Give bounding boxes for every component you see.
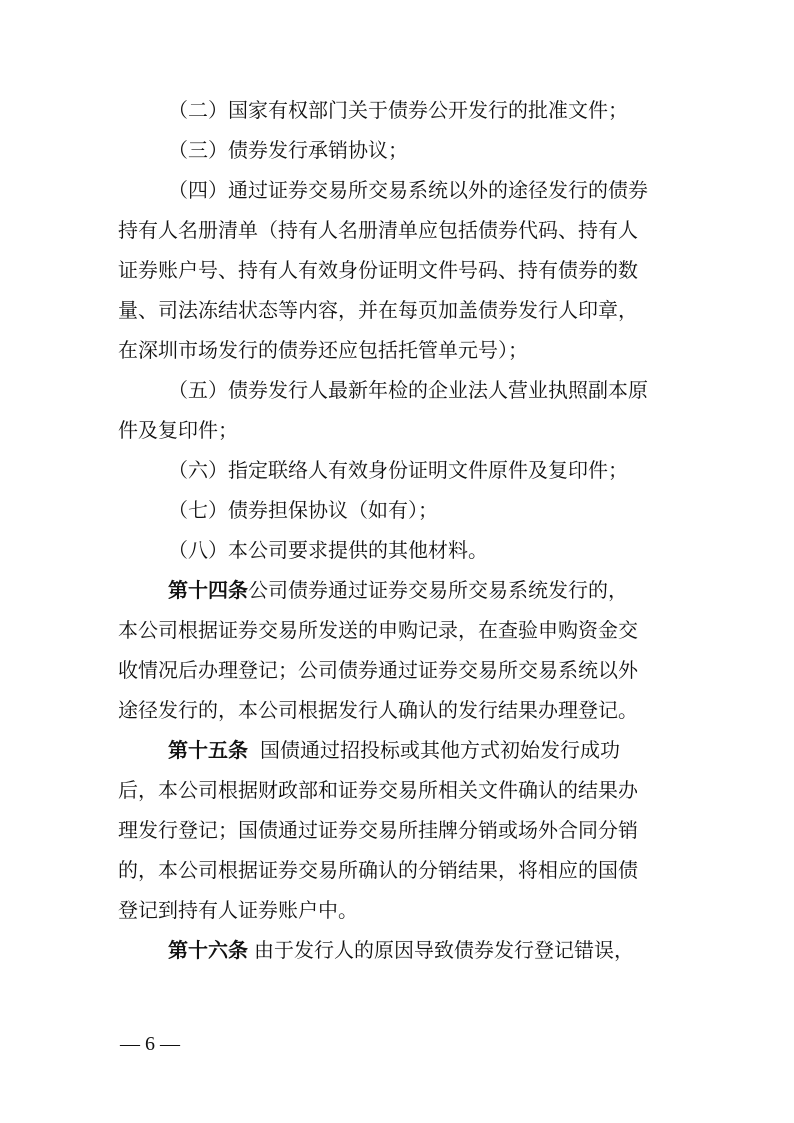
text-line: 的，本公司根据证券交易所确认的分销结果，将相应的国债 bbox=[118, 858, 638, 882]
text-line: （五）债券发行人最新年检的企业法人营业执照副本原 bbox=[168, 378, 648, 402]
text-line: 公司债券通过证券交易所交易系统发行的， bbox=[248, 578, 628, 602]
article-15-first-line bbox=[168, 738, 620, 762]
text-line: 件及复印件； bbox=[118, 418, 238, 442]
text-line: （八）本公司要求提供的其他材料。 bbox=[168, 538, 488, 562]
text-line: 国债通过招投标或其他方式初始发行成功 bbox=[260, 738, 620, 762]
text-line: 理发行登记；国债通过证券交易所挂牌分销或场外合同分销 bbox=[118, 818, 638, 842]
text-line: （四）通过证券交易所交易系统以外的途径发行的债券 bbox=[168, 178, 648, 202]
article-14-first-line bbox=[168, 578, 628, 602]
text-line: 持有人名册清单（持有人名册清单应包括债券代码、持有人 bbox=[118, 218, 638, 242]
article-15-label: 第十五条 bbox=[168, 738, 248, 762]
text-line: 登记到持有人证券账户中。 bbox=[118, 898, 358, 922]
text-line: （三）债券发行承销协议； bbox=[168, 138, 408, 162]
text-line: 收情况后办理登记；公司债券通过证券交易所交易系统以外 bbox=[118, 658, 638, 682]
article-14-label: 第十四条 bbox=[168, 578, 248, 602]
text-line: 途径发行的，本公司根据发行人确认的发行结果办理登记。 bbox=[118, 698, 638, 722]
text-line: （六）指定联络人有效身份证明文件原件及复印件； bbox=[168, 458, 628, 482]
text-line: 量、司法冻结状态等内容，并在每页加盖债券发行人印章， bbox=[118, 298, 638, 322]
text-line: 在深圳市场发行的债券还应包括托管单元号）； bbox=[118, 338, 528, 362]
text-line: 由于发行人的原因导致债券发行登记错误， bbox=[254, 938, 634, 962]
text-line: 后，本公司根据财政部和证券交易所相关文件确认的结果办 bbox=[118, 778, 638, 802]
text-line: （二）国家有权部门关于债券公开发行的批准文件； bbox=[168, 98, 628, 122]
text-line: （七）债券担保协议（如有）； bbox=[168, 498, 438, 522]
text-line: 本公司根据证券交易所发送的申购记录，在查验申购资金交 bbox=[118, 618, 638, 642]
text-line: 证券账户号、持有人有效身份证明文件号码、持有债券的数 bbox=[118, 258, 638, 282]
article-16-first-line bbox=[168, 938, 634, 962]
page-number: — 6 — bbox=[120, 1033, 180, 1055]
article-16-label: 第十六条 bbox=[168, 938, 248, 962]
